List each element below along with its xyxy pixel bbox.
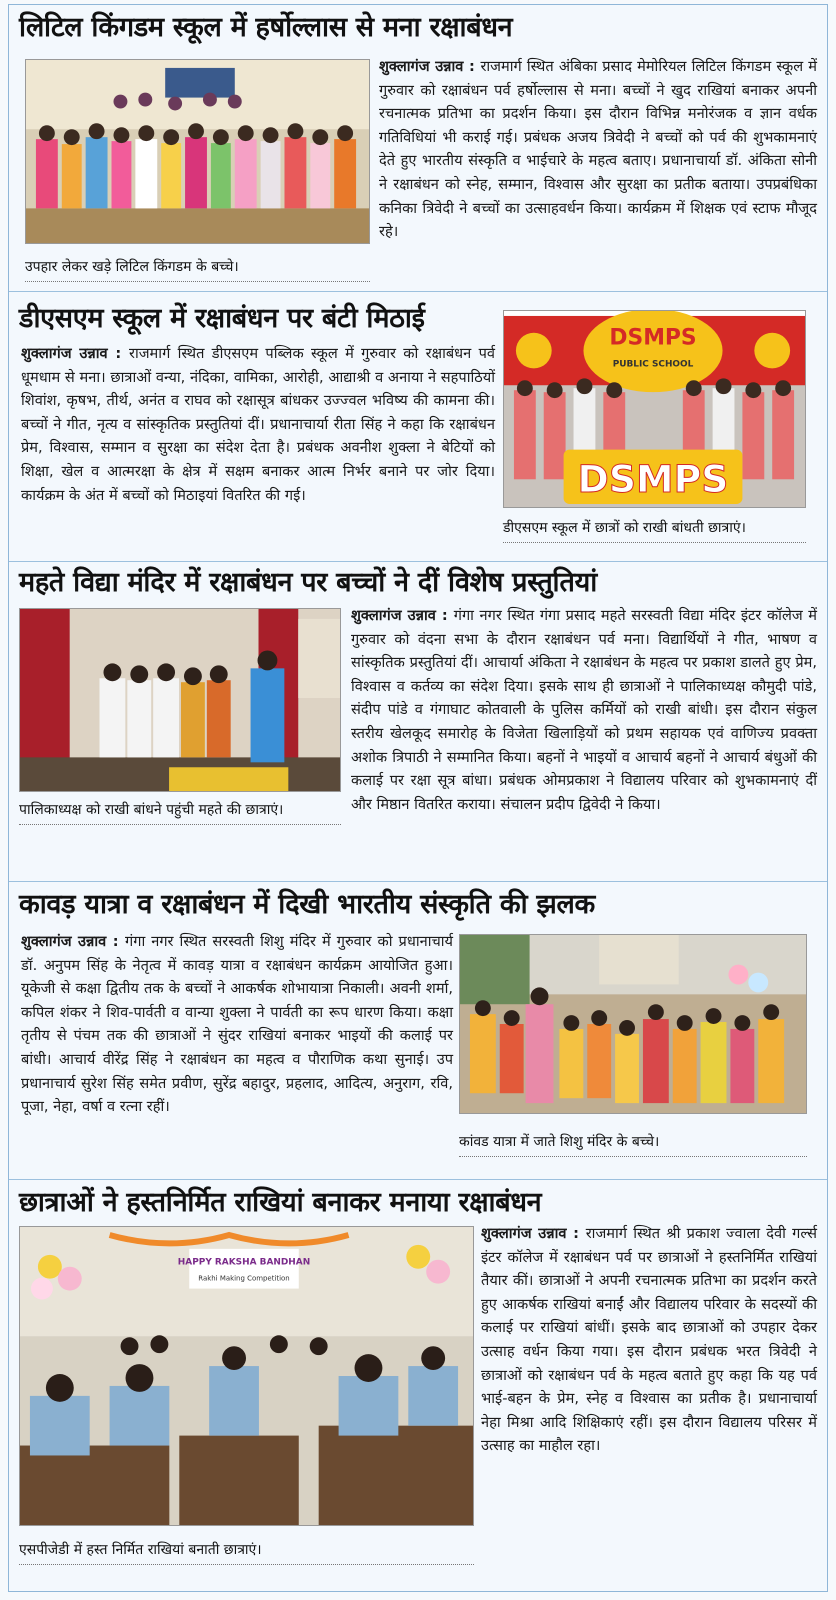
banner-badge: PUBLIC SCHOOL	[612, 359, 694, 370]
dsmps-sign-text: DSMPS	[577, 457, 729, 502]
photo-caption: एसपीजेडी में हस्त निर्मित राखियां बनाती छात्राएं।	[19, 1540, 474, 1565]
headline: कावड़ यात्रा व रक्षाबंधन में दिखी भारतीय संस्कृति की झलक	[19, 889, 595, 920]
body-text: गंगा नगर स्थित सरस्वती शिशु मंदिर में गुरुवार को प्रधानाचार्य डॉ. अनुपम सिंह के नेतृत्व में कावड़ यात्रा व रक्षाबंधन कार्यक्रम आयोजित हुआ। यूकेजी से कक्षा द्वितीय तक के बच्चों ने आकर्षक शोभायात्रा निकाली। अवनी शर्मा, कपिल शंकर ने शिव-पार्वती व वान्या शुक्ला ने पार्वती का रूप धारण किया। कक्षा तृतीय से पंचम तक की छात्राओं ने सुंदर राखियां बनाकर भाइयों की कलाई पर बांधी। आचार्य वीरेंद्र सिंह ने रक्षाबंधन का महत्व व पौराणिक कथा सुनाई। उप प्रधानाचार्य सुरेश सिंह समेत प्रवीण, सुरेंद्र बहादुर, प्रहलाद, आदित्य, अनुराग, रवि, पूजा, नेहा, वर्षा व रत्ना रहीं।	[21, 933, 453, 1116]
banner-text: DSMPS	[609, 325, 697, 351]
photo-caption: उपहार लेकर खड़े लिटिल किंगडम के बच्चे।	[25, 257, 370, 282]
headline: लिटिल किंगडम स्कूल में हर्षोल्लास से मना रक्षाबंधन	[19, 12, 513, 43]
dateline: शुक्लागंज उन्नाव :	[379, 58, 481, 75]
group-photo-image	[26, 60, 369, 243]
headline: महते विद्या मंदिर में रक्षाबंधन पर बच्चों ने दीं विशेष प्रस्तुतियां	[19, 567, 597, 598]
photo-spjd-rakhi-making	[19, 1226, 474, 1526]
story-dsm-school	[9, 291, 827, 561]
photo-caption: कांवड यात्रा में जाते शिशु मंदिर के बच्चे।	[459, 1132, 807, 1157]
body-text: राजमार्ग स्थित डीएसएम पब्लिक स्कूल में गुरुवार को रक्षाबंधन पर्व धूमधाम से मना। छात्राओं वन्या, नंदिका, वामिका, आरोही, आद्याश्री व अनाया ने सहपाठियों शिवांश, कृषभ, तीर्थ, अनंत व राघव को रक्षासूत्र बांधकर उज्ज्वल भविष्य की कामना की। बच्चों ने गीत, नृत्य व सांस्कृतिक प्रस्तुतियां दीं। प्रधानाचार्या रीता सिंह ने कहा कि रक्षाबंधन प्रेम, विश्वास, सम्मान व सुरक्षा का संदेश देता है। प्रबंधक अवनीश शुक्ला ने बेटियों को शिक्षा, खेल व आत्मरक्षा के क्षेत्र में सक्षम बनाकर आत्म निर्भर बनाने पर जोर दिया। कार्यक्रम के अंत में बच्चों को मिठाइयां वितरित की गई।	[21, 345, 495, 504]
story-body	[379, 55, 817, 244]
body-text: राजमार्ग स्थित श्री प्रकाश ज्वाला देवी गर्ल्स इंटर कॉलेज में रक्षाबंधन पर्व पर छात्राओं ने हस्तनिर्मित राखियां तैयार कीं। छात्राओं ने अपनी रचनात्मक प्रतिभा का प्रदर्शन करते हुए आकर्षक राखियां बनाईं और विद्यालय परिवार के सदस्यों की कलाई पर राखियां बांधीं। इसके बाद छात्राओं को उपहार देकर उत्साह वर्धन किया गया। इस दौरान प्रबंधक भरत त्रिवेदी ने छात्राओं को रक्षाबंधन पर्व के महत्व बताते हुए कहा कि यह पर्व भाई-बहन के प्रेम, स्नेह व विश्वास का प्रतीक है। प्रधानाचार्या नेहा मिश्रा आदि शिक्षिकाएं रहीं। इस दौरान विद्यालय परिसर में उत्साह का माहौल रहा।	[481, 1225, 817, 1455]
story-little-kingdom	[9, 5, 827, 291]
story-mahte-vidya-mandir	[9, 561, 827, 881]
story-body	[481, 1222, 817, 1458]
story-kanwar-yatra	[9, 881, 827, 1179]
photo-caption: डीएसएम स्कूल में छात्रों को राखी बांधती छात्राएं।	[503, 518, 806, 543]
headline: छात्राओं ने हस्तनिर्मित राखियां बनाकर मनाया रक्षाबंधन	[19, 1187, 542, 1218]
story-handmade-rakhi	[9, 1179, 827, 1593]
banner-sub: Rakhi Making Competition	[198, 1274, 290, 1283]
dateline: शुक्लागंज उन्नाव :	[21, 345, 129, 362]
body-text: राजमार्ग स्थित अंबिका प्रसाद मेमोरियल लिटिल किंगडम स्कूल में गुरुवार को रक्षाबंधन पर्व हर्षोल्लास से मना। बच्चों ने खुद राखियां बनाकर अपनी रचनात्मक प्रतिभा का प्रदर्शन किया। इस दौरान विभिन्न मनोरंजक व ज्ञान वर्धक गतिविधियां भी कराई गई। प्रबंधक अजय त्रिवेदी ने बच्चों को पर्व की शुभकामनाएं देते हुए भारतीय संस्कृति व भाईचारे के महत्व बताए। प्रधानाचार्या डॉ. अंकिता सोनी ने रक्षाबंधन को स्नेह, सम्मान, विश्वास और सुरक्षा का प्रतीक बताया। उपप्रबंधिका कनिका त्रिवेदी ने बच्चों का उत्साहवर्धन किया। कार्यक्रम में शिक्षक एवं स्टाफ मौजूद रहे।	[379, 58, 818, 241]
newspaper-page	[8, 4, 828, 1592]
photo-wrap-spacer	[21, 604, 351, 816]
dateline: शुक्लागंज उन्नाव :	[351, 607, 454, 624]
story-body	[21, 604, 817, 816]
dateline: शुक्लागंज उन्नाव :	[21, 933, 126, 950]
spjd-photo-image	[20, 1227, 473, 1525]
dsmps-photo-image	[504, 311, 805, 507]
photo-little-kingdom-children	[25, 59, 370, 244]
body-text: गंगा नगर स्थित गंगा प्रसाद महते सरस्वती विद्या मंदिर इंटर कॉलेज में गुरुवार को वंदना सभा के दौरान रक्षाबंधन पर्व मना। विद्यार्थियों ने गीत, भाषण व सांस्कृतिक प्रस्तुतियां दीं। आचार्या अंकिता ने रक्षाबंधन के महत्व पर प्रकाश डालते हुए प्रेम, विश्वास व कर्तव्य का संदेश दिया। इसके साथ ही छात्राओं ने पालिकाध्यक्ष कौमुदी पांडे, संदीप पांडे व गंगाघाट कोतवाली के पुलिस कर्मियों को राखी बांधी। इस दौरान संकुल स्तरीय खेलकूद समारोह के विजेता खिलाड़ियों को प्रथम सहायक एवं वाणिज्य प्रवक्ता अशोक त्रिपाठी ने सम्मानित किया। बहनों ने भाइयों व आचार्य बहनों ने आचार्य बंधुओं की कलाई पर रक्षा सूत्र बांधा। प्रबंधक ओमप्रकाश ने विद्यालय परिवार को शुभकामनाएं दीं और मिष्ठान वितरित कराया। संचालन प्रदीप द्विवेदी ने किया।	[351, 607, 817, 813]
dateline: शुक्लागंज उन्नाव :	[481, 1225, 586, 1242]
photo-dsm-rakhi	[503, 310, 806, 508]
story-body	[21, 342, 495, 507]
banner-text: HAPPY RAKSHA BANDHAN	[177, 1257, 311, 1268]
photo-kanwar-yatra	[459, 934, 807, 1114]
photo-caption: पालिकाध्यक्ष को राखी बांधने पहुंची महते की छात्राएं।	[19, 800, 341, 825]
headline: डीएसएम स्कूल में रक्षाबंधन पर बंटी मिठाई	[19, 303, 425, 334]
kanwar-photo-image	[460, 935, 806, 1113]
story-body	[21, 930, 453, 1119]
